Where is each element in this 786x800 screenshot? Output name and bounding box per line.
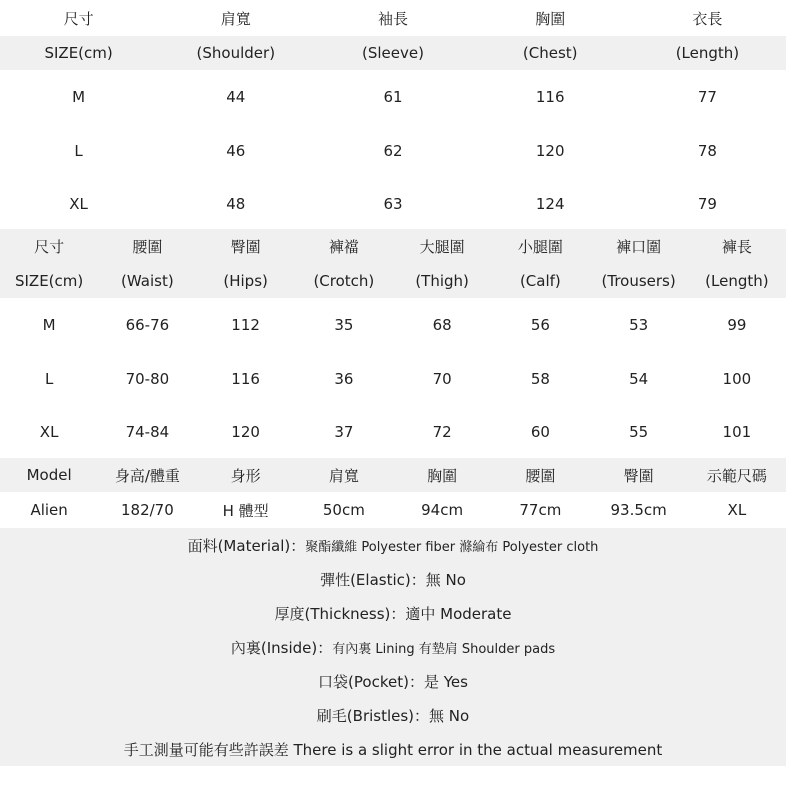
table-cell: 101 bbox=[722, 423, 752, 442]
model-info-table bbox=[0, 458, 786, 528]
table-cell: 60 bbox=[530, 423, 550, 442]
material-value: 聚酯纖維 Polyester fiber 滌綸布 Polyester cloth bbox=[305, 539, 599, 555]
table-cell: 48 bbox=[226, 195, 246, 214]
header-cell: 胸圍 bbox=[535, 9, 566, 28]
table-cell: L bbox=[74, 141, 83, 160]
table-cell: 46 bbox=[226, 141, 246, 160]
pants-header-en bbox=[0, 263, 786, 298]
header-cell: 小腿圍 bbox=[517, 237, 563, 256]
material-note bbox=[0, 528, 786, 562]
bristles-note: 刷毛(Bristles)：無 No bbox=[316, 706, 470, 725]
table-cell: 182/70 bbox=[120, 501, 174, 519]
header-cell: (Crotch) bbox=[313, 271, 375, 290]
header-cell: 尺寸 bbox=[63, 9, 94, 28]
table-cell: 37 bbox=[334, 423, 354, 442]
header-cell: 衣長 bbox=[692, 9, 723, 28]
header-cell: SIZE(cm) bbox=[14, 271, 84, 290]
table-cell: 120 bbox=[231, 423, 260, 442]
header-cell: 胸圍 bbox=[427, 466, 458, 485]
header-cell: (Thigh) bbox=[415, 271, 469, 290]
header-cell: 示範尺碼 bbox=[706, 466, 767, 485]
table-cell: M bbox=[42, 315, 56, 334]
header-cell: (Length) bbox=[705, 271, 769, 290]
table-cell: 58 bbox=[530, 369, 550, 388]
header-cell: 身形 bbox=[230, 466, 261, 485]
table-row bbox=[0, 70, 786, 124]
table-row bbox=[0, 352, 786, 406]
table-cell: 100 bbox=[722, 369, 752, 388]
product-notes bbox=[0, 528, 786, 766]
header-cell: (Chest) bbox=[522, 44, 578, 62]
pocket-note: 口袋(Pocket)：是 Yes bbox=[318, 672, 468, 691]
table-cell: 79 bbox=[697, 195, 717, 214]
header-cell: (Trousers) bbox=[601, 271, 676, 290]
table-cell: XL bbox=[69, 195, 88, 214]
table-cell: L bbox=[44, 369, 54, 388]
header-cell: (Calf) bbox=[519, 271, 561, 290]
header-cell: 褲襠 bbox=[328, 237, 359, 256]
table-cell: 55 bbox=[629, 423, 649, 442]
table-cell: 77cm bbox=[519, 501, 562, 519]
inside-note bbox=[0, 630, 786, 664]
table-cell: 78 bbox=[697, 141, 717, 160]
table-row bbox=[0, 177, 786, 231]
table-cell: 116 bbox=[231, 369, 260, 388]
table-cell: 36 bbox=[334, 369, 354, 388]
table-cell: 63 bbox=[383, 195, 403, 214]
table-row bbox=[0, 405, 786, 459]
header-cell: 褲長 bbox=[721, 237, 752, 256]
header-cell: (Length) bbox=[675, 44, 740, 62]
elastic-note: 彈性(Elastic)：無 No bbox=[320, 570, 466, 589]
table-cell: 116 bbox=[535, 87, 565, 106]
table-cell: XL bbox=[727, 501, 747, 519]
table-cell: 68 bbox=[432, 315, 452, 334]
table-cell: XL bbox=[39, 423, 59, 442]
table-cell: 53 bbox=[629, 315, 649, 334]
disclaimer-note: 手工測量可能有些許誤差 There is a slight error in the actual measurement bbox=[123, 740, 663, 759]
header-cell: 肩寬 bbox=[220, 9, 251, 28]
header-cell: (Sleeve) bbox=[362, 44, 424, 62]
table-cell: 124 bbox=[535, 195, 565, 214]
header-cell: 褲口圍 bbox=[616, 237, 662, 256]
header-cell: (Hips) bbox=[223, 271, 268, 290]
table-cell: 70-80 bbox=[125, 369, 170, 388]
table-cell: 70 bbox=[432, 369, 452, 388]
thickness-note: 厚度(Thickness)：適中 Moderate bbox=[274, 604, 512, 623]
pants-header-cn bbox=[0, 229, 786, 263]
table-cell: H 體型 bbox=[222, 501, 269, 520]
table-cell: 35 bbox=[334, 315, 354, 334]
table-row bbox=[0, 298, 786, 352]
top-size-chart bbox=[0, 0, 786, 231]
table-cell: 99 bbox=[727, 315, 747, 334]
model-values bbox=[0, 492, 786, 528]
top-header-cn bbox=[0, 0, 786, 36]
header-cell: 袖長 bbox=[378, 9, 409, 28]
header-cell: 大腿圍 bbox=[419, 237, 465, 256]
model-header bbox=[0, 458, 786, 492]
header-cell: Model bbox=[26, 466, 72, 484]
table-cell: 120 bbox=[535, 141, 565, 160]
header-cell: SIZE(cm) bbox=[44, 44, 113, 62]
table-cell: Alien bbox=[30, 501, 68, 519]
header-cell: 臀圍 bbox=[623, 466, 654, 485]
header-cell: 臀圍 bbox=[230, 237, 261, 256]
header-cell: 腰圍 bbox=[525, 466, 556, 485]
table-cell: 112 bbox=[231, 315, 260, 334]
table-cell: 50cm bbox=[322, 501, 365, 519]
header-cell: 尺寸 bbox=[34, 237, 65, 256]
header-cell: 身高/體重 bbox=[114, 466, 180, 485]
header-cell: (Waist) bbox=[121, 271, 174, 290]
header-cell: (Shoulder) bbox=[196, 44, 276, 62]
table-cell: 54 bbox=[629, 369, 649, 388]
table-cell: M bbox=[72, 87, 86, 106]
table-cell: 93.5cm bbox=[610, 501, 667, 519]
inside-label: 內裏(Inside)： bbox=[230, 638, 333, 657]
table-row bbox=[0, 124, 786, 178]
pants-size-chart bbox=[0, 229, 786, 459]
top-header-en bbox=[0, 36, 786, 70]
table-cell: 56 bbox=[530, 315, 550, 334]
table-cell: 74-84 bbox=[125, 423, 170, 442]
table-cell: 66-76 bbox=[125, 315, 170, 334]
table-cell: 61 bbox=[383, 87, 403, 106]
table-cell: 72 bbox=[432, 423, 452, 442]
table-cell: 44 bbox=[226, 87, 246, 106]
table-cell: 94cm bbox=[421, 501, 464, 519]
table-cell: 62 bbox=[383, 141, 403, 160]
header-cell: 腰圍 bbox=[132, 237, 163, 256]
header-cell: 肩寬 bbox=[328, 466, 359, 485]
material-label: 面料(Material)： bbox=[187, 536, 306, 555]
inside-value: 有內裏 Lining 有墊肩 Shoulder pads bbox=[332, 641, 556, 657]
table-cell: 77 bbox=[697, 87, 717, 106]
